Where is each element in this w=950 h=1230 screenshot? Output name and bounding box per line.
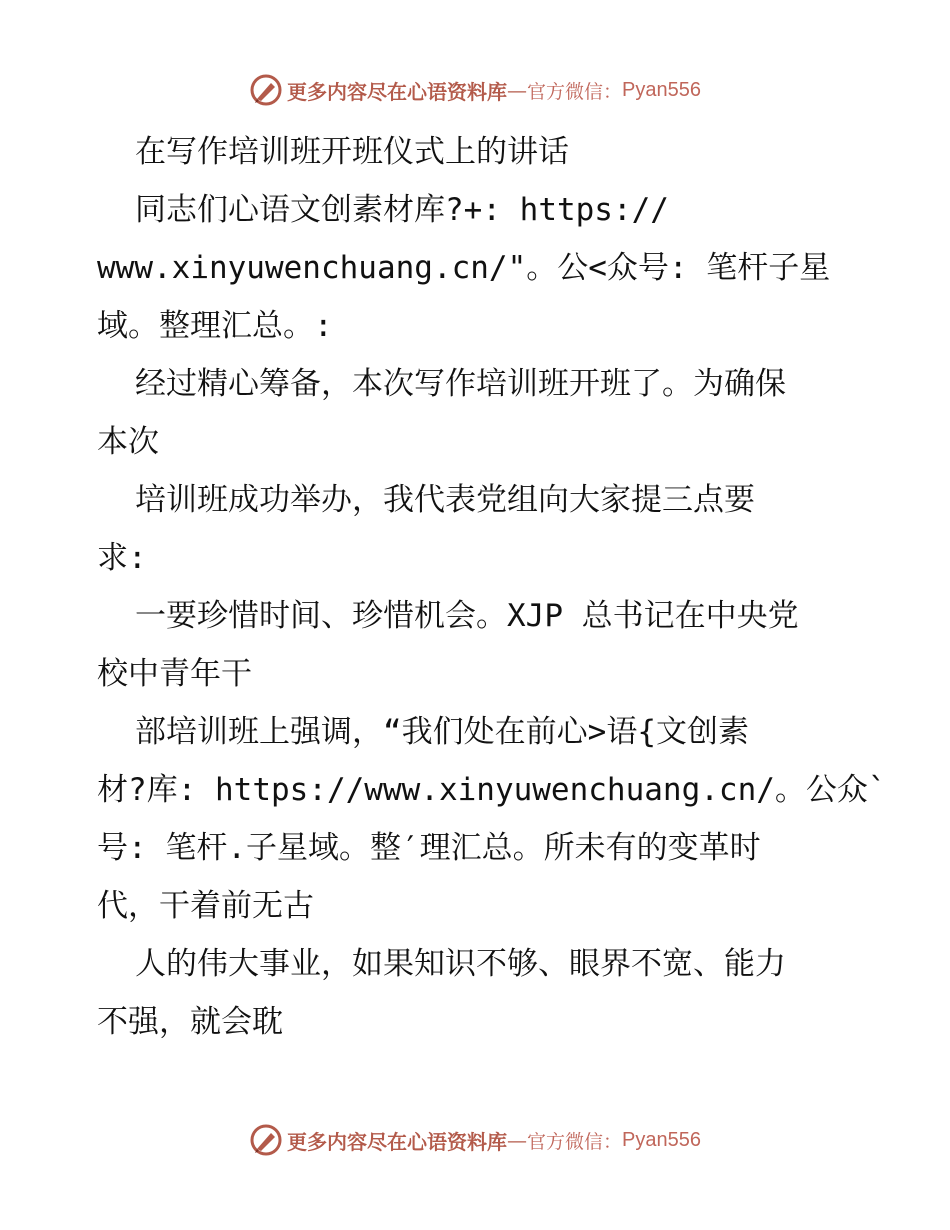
document-line: www.xinyuwenchuang.cn/"。公<众号: 笔杆子星 [97,250,831,286]
banner-main-text: 更多内容尽在心语资料库 [287,1129,507,1154]
footer-banner [0,1122,950,1158]
document-line: 号: 笔杆.子星域。整′理汇总。所未有的变革时 [97,830,761,866]
document-line: 人的伟大事业，如果知识不够、眼界不宽、能力 [135,946,786,982]
banner-wechat-label: 官方微信： [527,1130,623,1153]
document-line: 代，干着前无古 [97,888,314,924]
document-line: 不强，就会耽 [97,1004,283,1040]
banner-wechat-id: Pyan556 [622,78,701,101]
document-body [97,123,887,1051]
document-line: 在写作培训班开班仪式上的讲话 [135,134,569,170]
banner-separator: — [507,78,527,102]
banner-separator: — [507,1128,527,1152]
document-line: 一要珍惜时间、珍惜机会。XJP 总书记在中央党 [135,598,799,634]
document-line: 经过精心筹备，本次写作培训班开班了。为确保 [135,366,786,402]
document-line: 同志们心语文创素材库?+: https:// [135,192,669,228]
banner-wechat-id: Pyan556 [622,1128,701,1151]
document-line: 培训班成功举办，我代表党组向大家提三点要 [135,482,755,518]
banner-wechat-label: 官方微信： [527,80,623,103]
banner-main-text: 更多内容尽在心语资料库 [287,79,507,104]
document-line: 校中青年干 [97,656,252,692]
pen-logo-icon [249,1123,283,1157]
pen-logo-icon [249,73,283,107]
document-line: 域。整理汇总。: [97,308,333,344]
header-banner [0,72,950,108]
document-line: 材?库: https://www.xinyuwenchuang.cn/。公众` [97,772,887,808]
document-line: 本次 [97,424,159,460]
document-line: 部培训班上强调，“我们处在前心>语{文创素 [135,714,749,750]
document-line: 求: [97,540,147,576]
